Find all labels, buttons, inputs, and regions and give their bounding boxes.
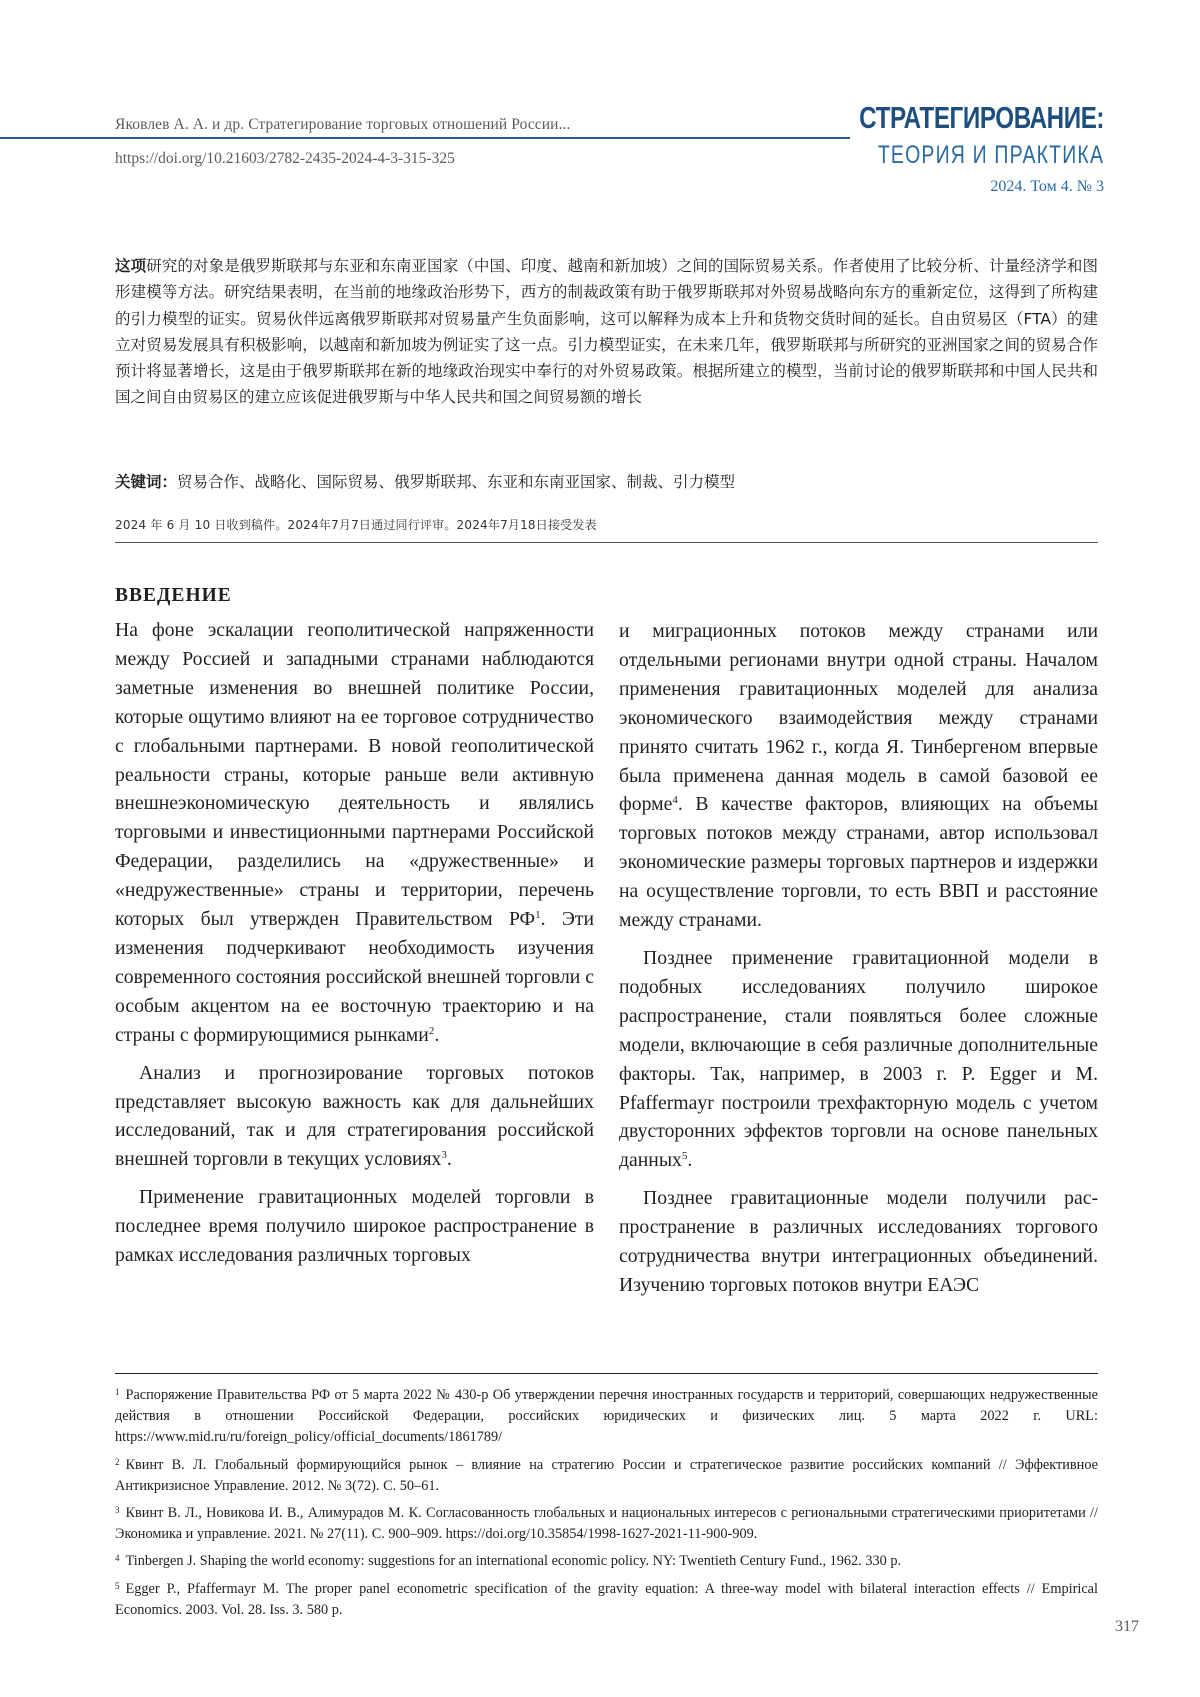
footnote-text: Квинт В. Л. Глобальный формирующийся рынок – влияние на стратегию России и стратегическое развитие российских компаний // Эффективное Антикризисное Управление. 2012. № 3(72). С. 50–61.	[115, 1456, 1098, 1494]
header-divider	[0, 137, 850, 139]
footnote-number: 2	[115, 1456, 120, 1467]
abstract-divider	[115, 542, 1098, 543]
footnote-ref[interactable]: 4	[672, 794, 678, 807]
journal-subtitle: ТЕОРИЯ И ПРАКТИКА	[877, 141, 1104, 169]
submission-dates: 2024 年 6 月 10 日收到稿件。2024年7月7日通过同行评审。2024年7月18日接受发表	[115, 518, 597, 532]
footnote-ref[interactable]: 5	[681, 1150, 688, 1163]
footnote-text: Квинт В. Л., Новикова И. В., Алимурадов М. К. Согласованность глобальных и национальных интересов с региональными стратегическими приоритетами // Экономика и управление. 2021. № 27(11). С. 900–909. https://doi.org/10.35854/1998-1627-2021-11-900-909.	[115, 1505, 1098, 1543]
keywords-text: 贸易合作、战略化、国际贸易、俄罗斯联邦、东亚和东南亚国家、制裁、引力模型	[177, 473, 736, 491]
paragraph-text: Позднее применение гравитационной модели в подобных исследованиях получило широкое распространение, стали появляться более сложные модели, включающие в себя различные дополнительные факторы. Так, например, в 2003 г. P. Egger и M. Pfaffermayr построили трехфакторную модель с учетом двусторонних эффектов торговли на основе панельных данных	[619, 946, 1098, 1172]
footnote	[115, 1576, 1098, 1621]
footnote	[115, 1452, 1098, 1497]
doi-link[interactable]: https://doi.org/10.21603/2782-2435-2024-4-3-315-325	[115, 150, 455, 167]
footnote-number: 1	[115, 1387, 120, 1397]
paragraph-text: .	[687, 1149, 693, 1172]
footnote-text: Распоряжение Правительства РФ от 5 марта 2022 № 430-р Об утверждении перечня иностранных государств и территорий, совершающих недружественные действия в отношении Российской Федерации, российских юридических и физических лиц. 5 марта 2022 г. URL: https://www.mid.ru/ru/foreign_policy/official_documents/1861789/	[115, 1387, 1098, 1446]
paragraph-text: .	[434, 1023, 440, 1046]
footnote-ref[interactable]: 2	[428, 1024, 435, 1037]
paragraph-text: На фоне эскалации геополитической напряженности между Россией и западными странами наблюдаются заметные изменения во внешней политике России, которые ощутимо влияют на ее торговое сотрудничество с глобальными партнерами. В новой геополитической реальности страны, которые раньше вели активную внешнеэкономическую деятельность и являлись торговыми и инвестиционными партнерами Российской Федерации, разделились на «дружественные» и «недружественные» страны и территории, перечень которых был утвержден Правительством РФ	[115, 619, 594, 931]
footnote-divider	[115, 1373, 1098, 1374]
paragraph: Позднее гравитационные модели получили распространение в различных исследованиях торгового сотрудничества внутри интеграционных объединений. Изучению торговых потоков внутри ЕАЭС	[619, 1187, 1098, 1296]
paragraph-text: .	[446, 1148, 452, 1171]
footnote-number: 3	[115, 1505, 120, 1516]
paragraph: Применение гравитационных моделей торговли в последнее время получило широкое распространение в рамках исследования различных торговых	[115, 1186, 594, 1267]
journal-title: СТРАТЕГИРОВАНИЕ:	[858, 100, 1104, 135]
keywords	[115, 470, 1098, 494]
abstract-lead: 这项	[115, 257, 147, 275]
paragraph	[619, 944, 1098, 1175]
footnote-text: Egger P., Pfaffermayr M. The proper panel econometric specification of the gravity equation: A three-way model with bilateral interaction effects // Empirical Economics. 2003. Vol. 28. Iss. 3. 580 p.	[115, 1580, 1098, 1618]
paragraph-text: Анализ и прогнозирование торговых потоков представляет высокую важность как для дальнейших исследований, так и для стратегирования российской внешней торговли в текущих условиях	[115, 1061, 594, 1171]
paragraph	[115, 1059, 594, 1175]
footnote-number: 4	[115, 1553, 120, 1564]
page-number: 317	[1115, 1618, 1139, 1635]
running-header-authors: Яковлев А. А. и др. Стратегирование торговых отношений России...	[115, 116, 571, 133]
section-title: ВВЕДЕНИЕ	[115, 585, 232, 606]
paragraph-text: . В качестве факторов, влияющих на объемы торговых потоков между странами, автор использовал экономические размеры торговых партнеров и издержки на осуществление торговли, то есть ВВП и расстояние между странами.	[619, 793, 1098, 932]
footnote	[115, 1500, 1098, 1545]
footnote	[115, 1382, 1098, 1449]
paragraph-text: и миграционных потоков между странами или отдельными регионами внутри одной страны. Началом применения гравитационных моделей для анализа экономического взаимодействия между странами принято считать 1962 г., когда Я. Тинбергеном впервые была применена данная модель в самой базовой ее форме	[619, 620, 1098, 816]
footnote-number: 5	[115, 1580, 120, 1591]
footnotes	[115, 1382, 1098, 1621]
abstract-text: 研究的对象是俄罗斯联邦与东亚和东南亚国家（中国、印度、越南和新加坡）之间的国际贸易关系。作者使用了比较分析、计量经济学和图形建模等方法。研究结果表明，在当前的地缘政治形势下，西方的制裁政策有助于俄罗斯联邦对外贸易战略向东方的重新定位，这得到了所构建的引力模型的证实。贸易伙伴远离俄罗斯联邦对贸易量产生负面影响，这可以解释为成本上升和货物交货时间的延长。自由贸易区（FTA）的建立对贸易发展具有积极影响，以越南和新加坡为例证实了这一点。引力模型证实，在未来几年，俄罗斯联邦与所研究的亚洲国家之间的贸易合作预计将显著增长，这是由于俄罗斯联邦在新的地缘政治现实中奉行的对外贸易政策。根据所建立的模型，当前讨论的俄罗斯联邦和中国人民共和国之间自由贸易区的建立应该促进俄罗斯与中华人民共和国之间贸易额的增长	[115, 257, 1099, 407]
footnote-ref[interactable]: 1	[535, 909, 541, 922]
issue-info: 2024. Том 4. № 3	[990, 178, 1104, 195]
paragraph	[619, 617, 1098, 935]
paragraph	[115, 616, 594, 1050]
paragraph-text: . Эти изменения подчеркивают необходимость изучения современного состояния российской внешней торговли с особым акцентом на ее восточную траекторию и на страны с формирующимися рынками	[115, 908, 594, 1046]
footnote-ref[interactable]: 3	[441, 1149, 447, 1162]
keywords-label: 关键词：	[115, 473, 178, 491]
abstract	[115, 253, 1098, 411]
footnote	[115, 1548, 1098, 1572]
right-column	[619, 617, 1098, 1300]
left-column	[115, 616, 594, 1270]
footnote-text: Tinbergen J. Shaping the world economy: suggestions for an international economic policy. NY: Twentieth Century Fund., 1962. 330 p.	[125, 1553, 902, 1570]
